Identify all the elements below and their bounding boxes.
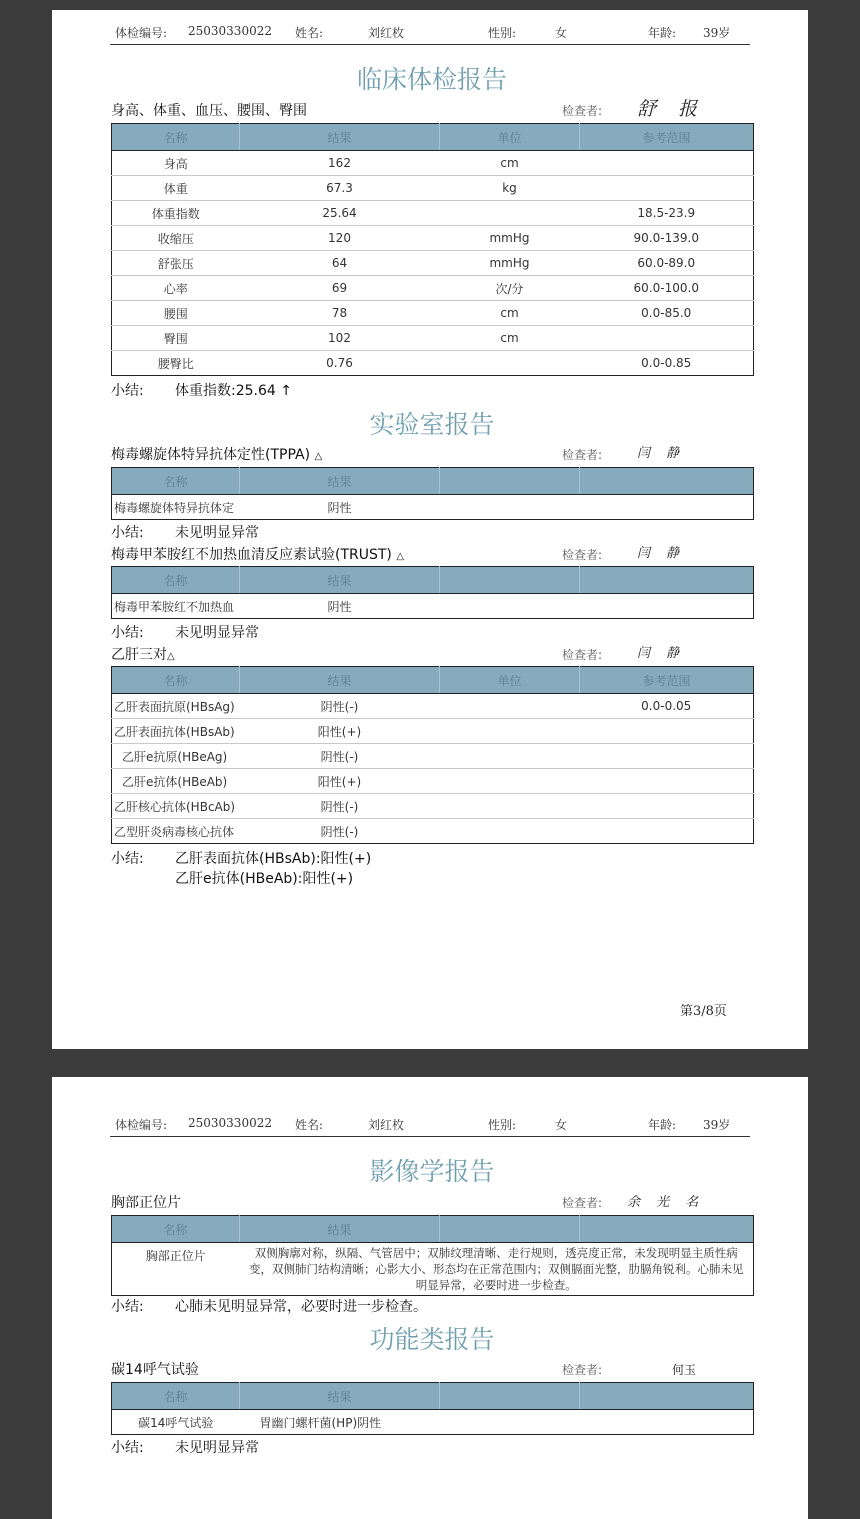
trust-inspector-signature: 闫 静: [637, 546, 686, 561]
age-label: 年龄:: [648, 26, 677, 40]
tppa-summary: 小结: 未见明显异常: [111, 525, 259, 541]
table-row: 胸部正位片 双侧胸廓对称，纵隔、气管居中；双肺纹理清晰、走行规则，透亮度正常，未发现明显主质性病变，双侧肺门结构清晰；心影大小、形态均在正常范围内；双侧膈面光整，肋膈角锐利。心肺未见明显异常，必要时进一步检查。: [145, 1246, 744, 1292]
trust-section-title: 梅毒甲苯胺红不加热血清反应素试验(TRUST) △: [111, 547, 405, 563]
vitals-summary-text: 体重指数:25.64 ↑: [175, 383, 292, 399]
trust-summary: 小结: 未见明显异常: [111, 625, 259, 641]
col-result: 结果: [240, 124, 440, 151]
breath-section-title: 碳14呼气试验: [111, 1362, 199, 1378]
vitals-summary: 小结: 体重指数:25.64 ↑: [111, 380, 175, 400]
table-row: 梅毒螺旋体特异抗体定 阴性: [114, 500, 352, 515]
table-row: 舒张压 64 mmHg 60.0-89.0: [112, 251, 754, 276]
xray-summary: 小结: 心肺未见明显异常，必要时进一步检查。: [111, 1299, 427, 1315]
report-page-3: [52, 10, 808, 1049]
breath-table: 名称 结果 碳14呼气试验 胃幽门螺杆菌(HP)阴性: [111, 1382, 754, 1435]
page-number: 第3/8页: [680, 1004, 727, 1019]
tppa-inspector-label: 检查者:: [562, 448, 603, 462]
gender-label: 性别:: [488, 26, 517, 40]
table-row: 乙型肝炎病毒核心抗体 阴性(-): [112, 819, 754, 844]
table-row: 收缩压 120 mmHg 90.0-139.0: [112, 226, 754, 251]
xray-table: 名称 结果 胸部正位片 双侧胸廓对称，纵隔、气管居中；双肺纹理清晰、走行规则，透亮度正常，未发现明显主质性病变，双侧肺门结构清晰；心影大小、形态均在正常范围内；双侧膈面光整，肋膈角锐利。心肺未见明显异常，必要时进一步检查。: [111, 1215, 754, 1296]
xray-section-title: 胸部正位片: [111, 1195, 181, 1211]
breath-summary: 小结: 未见明显异常: [111, 1440, 259, 1456]
hbv-inspector-label: 检查者:: [562, 648, 603, 662]
vitals-section-title: 身高、体重、血压、腰围、臀围: [111, 103, 307, 119]
table-row: 乙肝e抗体(HBeAb) 阳性(+): [112, 769, 754, 794]
xray-inspector-signature: 余 光 名: [627, 1195, 705, 1210]
col-reference: 参考范围: [580, 124, 754, 151]
report-page-4: [52, 1077, 808, 1519]
table-row: 梅毒甲苯胺红不加热血 阴性: [114, 599, 352, 614]
col-unit: 单位: [440, 124, 580, 151]
age-value: 39岁: [703, 26, 731, 40]
table-row: 腰臀比 0.76 0.0-0.85: [112, 351, 754, 376]
table-row: 乙肝e抗原(HBeAg) 阴性(-): [112, 744, 754, 769]
function-report-title: 功能类报告: [369, 1325, 495, 1354]
trust-inspector-label: 检查者:: [562, 548, 603, 562]
hbv-summary: 小结: 乙肝表面抗体(HBsAb):阳性(+) 乙肝e抗体(HBeAb):阳性(+): [111, 851, 372, 887]
patient-header: 体检编号: 25030330022 姓名: 刘红枚 性别: 女 年龄: 39岁: [110, 1110, 750, 1137]
gender-value: 女: [555, 26, 568, 40]
breath-inspector-label: 检查者:: [562, 1363, 603, 1377]
exam-id-value: 25030330022: [188, 24, 272, 38]
name-label: 姓名:: [295, 26, 324, 40]
name-value: 刘红枚: [368, 26, 405, 40]
tppa-table: 名称 结果 梅毒螺旋体特异抗体定 阴性: [111, 467, 754, 520]
hbv-table: 名称 结果 单位 参考范围 乙肝表面抗原(HBsAg) 阴性(-) 0.0-0.05 乙肝表面抗体(HBsAb) 阳性(+) 乙肝e抗原(HBeAg) 阴性(-) 乙肝e抗体(HBeAb) 阳性(+) 乙肝核心抗体(HBcAb) 阴性(-) 乙型肝炎病毒核心抗体 阴性(-): [111, 666, 754, 844]
table-row: 乙肝表面抗原(HBsAg) 阴性(-) 0.0-0.05: [114, 699, 692, 714]
table-row: 体重指数 25.64 18.5-23.9: [112, 201, 754, 226]
exam-id-label: 体检编号:: [115, 26, 168, 40]
clinical-report-title: 临床体检报告: [356, 65, 507, 94]
hbv-inspector-signature: 闫 静: [637, 646, 686, 661]
table-row: 臀围 102 cm: [112, 326, 754, 351]
lab-report-title: 实验室报告: [369, 410, 495, 439]
vitals-inspector-signature: 舒 报: [637, 98, 706, 120]
imaging-report-title: 影像学报告: [369, 1157, 495, 1186]
table-row: 体重 67.3 kg: [112, 176, 754, 201]
patient-header: [110, 18, 750, 45]
table-row: 腰围 78 cm 0.0-85.0: [112, 301, 754, 326]
table-row: 身高 162 cm: [163, 156, 519, 171]
table-row: 心率 69 次/分 60.0-100.0: [112, 276, 754, 301]
vitals-inspector-label: 检查者:: [562, 104, 603, 118]
hbv-section-title: 乙肝三对△: [111, 647, 175, 663]
tppa-inspector-signature: 闫 静: [637, 446, 686, 461]
col-name: 名称: [112, 124, 240, 151]
vitals-table: [111, 123, 754, 376]
table-row: 乙肝核心抗体(HBcAb) 阴性(-): [112, 794, 754, 819]
table-row: 乙肝表面抗体(HBsAb) 阳性(+): [112, 719, 754, 744]
tppa-section-title: 梅毒螺旋体特异抗体定性(TPPA) △: [111, 447, 323, 463]
breath-inspector-name: 何玉: [672, 1363, 697, 1377]
xray-inspector-label: 检查者:: [562, 1196, 603, 1210]
table-row: 碳14呼气试验 胃幽门螺杆菌(HP)阴性: [138, 1415, 382, 1430]
trust-table: 名称 结果 梅毒甲苯胺红不加热血 阴性: [111, 566, 754, 619]
